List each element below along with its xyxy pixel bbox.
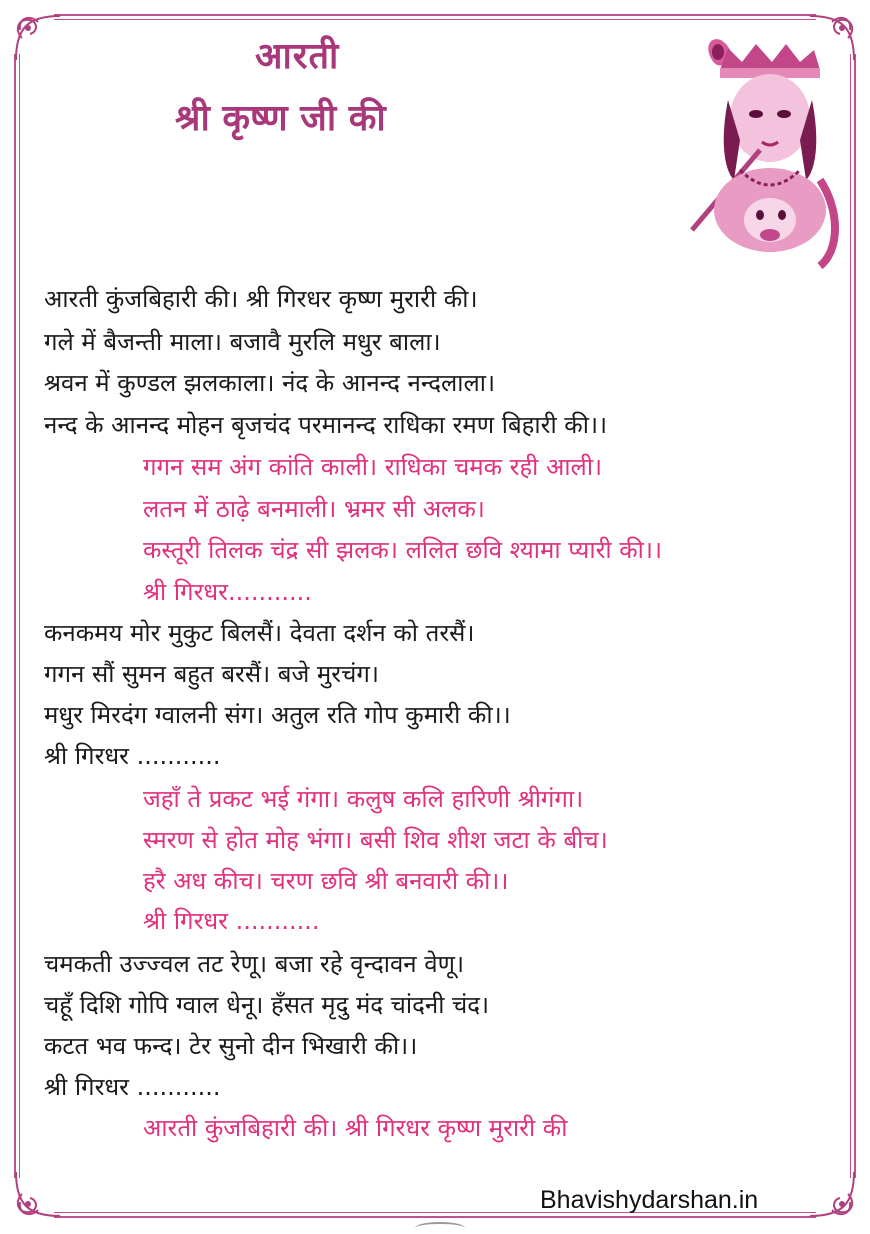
- site-watermark: Bhavishydarshan.in: [540, 1186, 759, 1214]
- verse-line: कटत भव फन्द। टेर सुनो दीन भिखारी की।।: [44, 1032, 418, 1060]
- verse-line: श्रवन में कुण्डल झलकाला। नंद के आनन्द नन्दलाला।: [44, 369, 496, 397]
- verse-line: कनकमय मोर मुकुट बिलसैं। देवता दर्शन को तरसैं।: [44, 619, 475, 647]
- verse-line: जहाँ ते प्रकट भई गंगा। कलुष कलि हारिणी श्रीगंगा।: [143, 785, 584, 813]
- verse-line: हरै अध कीच। चरण छवि श्री बनवारी की।।: [143, 867, 509, 895]
- verse-line: आरती कुंजबिहारी की। श्री गिरधर कृष्ण मुरारी की: [143, 1114, 568, 1142]
- verse-line: स्मरण से होत मोह भंगा। बसी शिव शीश जटा के बीच।: [143, 826, 608, 854]
- border-top: [54, 14, 816, 16]
- verse-line: आरती कुंजबिहारी की। श्री गिरधर कृष्ण मुरारी की।: [44, 285, 478, 313]
- corner-ornament-top-left: [8, 8, 68, 68]
- verse-refrain: श्री गिरधर ...........: [44, 742, 221, 770]
- verse-refrain: श्री गिरधर ...........: [143, 907, 320, 935]
- verse-line: चहूँ दिशि गोपि ग्वाल धेनू। हँसत मृदु मंद चांदनी चंद।: [44, 991, 490, 1019]
- page-number-mark: [415, 1222, 465, 1234]
- verse-line: गले में बैजन्ती माला। बजावै मुरलि मधुर बाला।: [44, 328, 441, 356]
- verse-line: कस्तूरी तिलक चंद्र सी झलक। ललित छवि श्यामा प्यारी की।।: [143, 536, 663, 564]
- verse-line: चमकती उज्ज्वल तट रेणू। बजा रहे वृन्दावन वेणू।: [44, 950, 465, 978]
- corner-ornament-bottom-left: [8, 1164, 68, 1224]
- border-left: [14, 54, 16, 1178]
- corner-ornament-bottom-right: [802, 1164, 862, 1224]
- border-top-inner: [54, 19, 816, 20]
- verse-line: गगन सम अंग कांति काली। राधिका चमक रही आली।: [143, 453, 603, 481]
- border-bottom: [54, 1216, 816, 1218]
- verse-line: नन्द के आनन्द मोहन बृजचंद परमानन्द राधिका रमण बिहारी की।।: [44, 411, 608, 439]
- verse-refrain: श्री गिरधर ...........: [44, 1073, 221, 1101]
- verse-line: मधुर मिरदंग ग्वालनी संग। अतुल रति गोप कुमारी की।।: [44, 701, 511, 729]
- border-right-inner: [850, 54, 851, 1178]
- krishna-illustration-icon: [690, 30, 850, 270]
- border-left-inner: [19, 54, 20, 1178]
- border-right: [854, 54, 856, 1178]
- verse-refrain: श्री गिरधर...........: [143, 578, 312, 606]
- page-title: आरती: [255, 36, 340, 77]
- page-subtitle: श्री कृष्ण जी की: [175, 98, 386, 139]
- verse-line: लतन में ठाढ़े बनमाली। भ्रमर सी अलक।: [143, 495, 485, 523]
- verse-line: गगन सौं सुमन बहुत बरसैं। बजे मुरचंग।: [44, 660, 379, 688]
